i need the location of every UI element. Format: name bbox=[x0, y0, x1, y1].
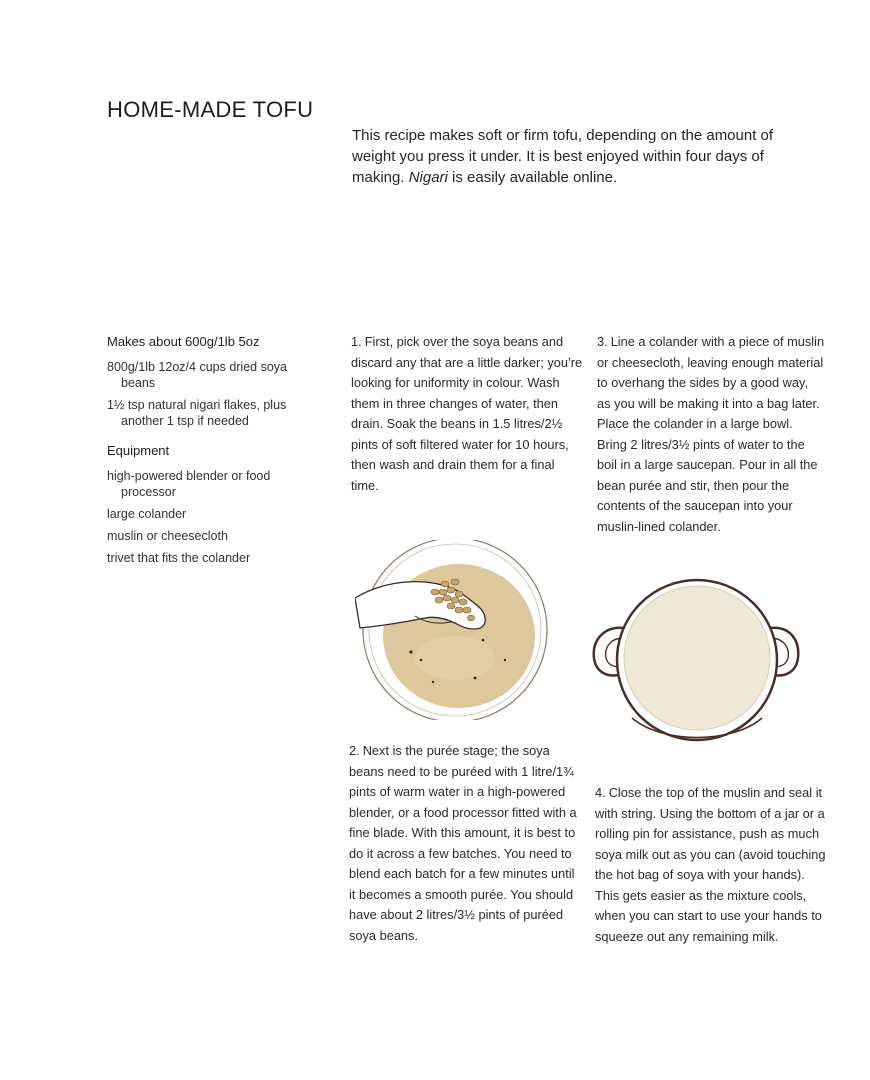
step-4 bbox=[595, 783, 827, 947]
page-title: HOME-MADE TOFU bbox=[107, 97, 314, 122]
yield-heading: Makes about 600g/1lb 5oz bbox=[107, 334, 260, 349]
step-1 bbox=[351, 332, 583, 496]
bean-puree bbox=[624, 586, 770, 730]
step-number: 4. bbox=[595, 785, 606, 800]
step-text: First, pick over the soya beans and discard any that are a little darker; you’re looking for uniformity in colour. Wash them in three changes of water, then drain. Soak the beans in 1.5 litres/2½ pints of soft filtered water for 10 hours, then wash and drain them for a final time. bbox=[351, 334, 583, 493]
ingredient-item: 1½ tsp natural nigari flakes, plus another 1 tsp if needed bbox=[107, 398, 287, 428]
intro-text-before: This recipe makes soft or firm tofu, depending on the amount of weight you press it under. It is best enjoyed within four days of making. bbox=[352, 127, 774, 186]
intro-text-after: is easily available online. bbox=[447, 169, 618, 186]
step-number: 2. bbox=[349, 743, 360, 758]
step-number: 1. bbox=[351, 334, 362, 349]
equipment-item: high-powered blender or food processor bbox=[107, 469, 271, 499]
ingredients-panel bbox=[107, 334, 317, 572]
ingredient-list bbox=[107, 359, 317, 429]
step-number: 3. bbox=[597, 334, 608, 349]
step-3 bbox=[597, 332, 825, 537]
equipment-item: large colander bbox=[107, 507, 187, 521]
step-text: Close the top of the muslin and seal it with string. Using the bottom of a jar or a rolling pin for assistance, push as much soya milk out as you can (avoid touching the hot bag of soya with your hands). This gets easier as the mixture cools, when you can start to use your hands to squeeze out any remaining milk. bbox=[595, 785, 826, 944]
equipment-item: muslin or cheesecloth bbox=[107, 529, 228, 543]
equipment-item: trivet that fits the colander bbox=[107, 551, 251, 565]
equipment-list bbox=[107, 468, 317, 566]
intro-paragraph bbox=[352, 125, 792, 188]
step-text: Next is the purée stage; the soya beans need to be puréed with 1 litre/1¾ pints of warm water in a high-powered blender, or a food processor fitted with a fine blade. With this amount, it is best to do it across a few batches. You need to blend each batch for a few minutes until it becomes a smooth purée. You should have about 2 litres/3½ pints of puréed soya beans. bbox=[349, 743, 577, 943]
bowl-of-beans-illustration bbox=[355, 540, 555, 720]
step-2 bbox=[349, 741, 583, 946]
ingredient-item: 800g/1lb 12oz/4 cups dried soya beans bbox=[107, 360, 287, 390]
equipment-heading: Equipment bbox=[107, 443, 170, 458]
intro-italic-nigari: Nigari bbox=[408, 169, 448, 186]
pot-of-puree-illustration bbox=[592, 578, 802, 748]
step-text: Line a colander with a piece of muslin or cheesecloth, leaving enough material to overhang the sides by a good way, as you will be making it into a bag later. Place the colander in a large bowl. Bring 2 litres/3½ pints of water to the boil in a large saucepan. Pour in all the bean purée and stir, then pour the contents of the saucepan into your muslin-lined colander. bbox=[597, 334, 825, 534]
